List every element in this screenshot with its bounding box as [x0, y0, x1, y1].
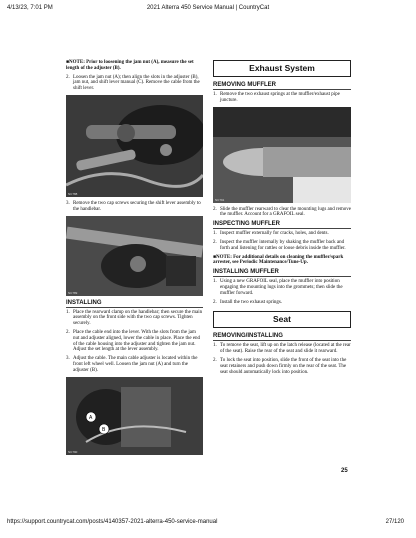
- callout-a: A: [89, 414, 93, 421]
- seat-step-1: 1. To remove the seat, lift up on the latch release (located at the rear of the seat). Raise the rear of the seat and slide it rearward.: [213, 343, 351, 355]
- install-step-2: 2. Place the cable end into the lever. With the slots from the jam nut and adjuster aligned, lower the cable in place. Place the end of the cable housing into the adjuster and tighten the jam nut. Adjust the set length at the lever assembly.: [66, 329, 201, 353]
- cable-adjuster-illustration: [66, 377, 203, 455]
- print-page-count: 27/120: [385, 519, 404, 525]
- print-datetime: 4/13/23, 7:01 PM: [7, 5, 53, 11]
- muffler-illustration: [213, 107, 351, 203]
- install-muffler-step-2: 2. Install the two exhaust springs.: [213, 299, 283, 305]
- installing-muffler-heading: INSTALLING MUFFLER: [213, 269, 351, 277]
- inspecting-muffler-heading: INSPECTING MUFFLER: [213, 221, 351, 229]
- print-url: https://support.countrycat.com/posts/4140357-2021-alterra-450-service-manual: [7, 519, 218, 525]
- handlebar-illustration: [66, 216, 203, 296]
- remove-muffler-step-1: 1. Remove the two exhaust springs at the muffler/exhaust pipe juncture.: [213, 92, 340, 103]
- step-2: 2. Loosen the jam nut (A); then align the slots in the adjuster (B), jam nut, and shift lever manual (C). Remove the cable from the shift lever.: [66, 74, 200, 92]
- figure-code: NC788: [68, 191, 78, 196]
- figure-code: NC791: [215, 197, 225, 202]
- step-3: 3. Remove the two cap screws securing the shift lever assembly to the handlebar.: [66, 200, 201, 212]
- print-title: 2021 Alterra 450 Service Manual | CountryCat: [146, 5, 270, 11]
- install-muffler-step-1: 1. Using a new GRAFOIL seal, place the muffler into position engaging the mounting lugs into the grommets; then slide the muffler forward.: [213, 279, 343, 296]
- handlebar-photo: [66, 216, 203, 296]
- note-jam-nut: ■NOTE: Prior to loosening the jam nut (A), measure the set length of the adjuster (B).: [66, 60, 194, 71]
- muffler-photo: [213, 107, 351, 203]
- seat-step-2: 2. To lock the seat into position, slide the front of the seat into the seat retainers and push down firmly on the rear of the seat. The seat should automatically lock into position.: [213, 357, 347, 375]
- figure-code: NC789: [68, 290, 78, 295]
- callout-b: B: [102, 426, 106, 433]
- installing-heading: INSTALLING: [66, 300, 203, 308]
- shift-lever-illustration: [66, 95, 203, 197]
- removing-muffler-heading: REMOVING MUFFLER: [213, 82, 351, 90]
- exhaust-system-banner: Exhaust System: [213, 60, 351, 77]
- shift-lever-photo: [66, 95, 203, 197]
- inspect-step-1: 1. Inspect muffler externally for cracks, holes, and dents.: [213, 231, 329, 237]
- left-column: [66, 60, 203, 459]
- remove-muffler-step-2: 2. Slide the muffler rearward to clear the mounting lugs and remove the muffler. Account for a GRAFOIL seal.: [213, 206, 351, 218]
- figure-code: NC790: [68, 449, 78, 454]
- right-column: [213, 60, 351, 378]
- inspect-step-2: 2. Inspect the muffler internally by shaking the muffler back and forth and listening for rattles or loose debris inside the muffler.: [213, 239, 346, 251]
- browser-print-header: [0, 5, 416, 17]
- seat-banner: Seat: [213, 311, 351, 328]
- cable-adjuster-photo: [66, 377, 203, 455]
- page-number: 25: [341, 468, 348, 474]
- install-step-1: 1. Place the rearward clamp on the handlebar; then secure the main assembly on the front side with the two cap screws. Tighten securely.: [66, 309, 203, 327]
- removing-installing-heading: REMOVING/INSTALLING: [213, 333, 351, 341]
- install-step-3: 3. Adjust the cable. The main cable adjuster is located within the front left wheel well. Loosen the jam nut (A) and turn the adjuster (B).: [66, 356, 198, 373]
- note-spark-arrester: ■NOTE: For additional details on cleaning the muffler/spark arrester, see Periodic Maintenance/Tune-Up.: [213, 254, 344, 266]
